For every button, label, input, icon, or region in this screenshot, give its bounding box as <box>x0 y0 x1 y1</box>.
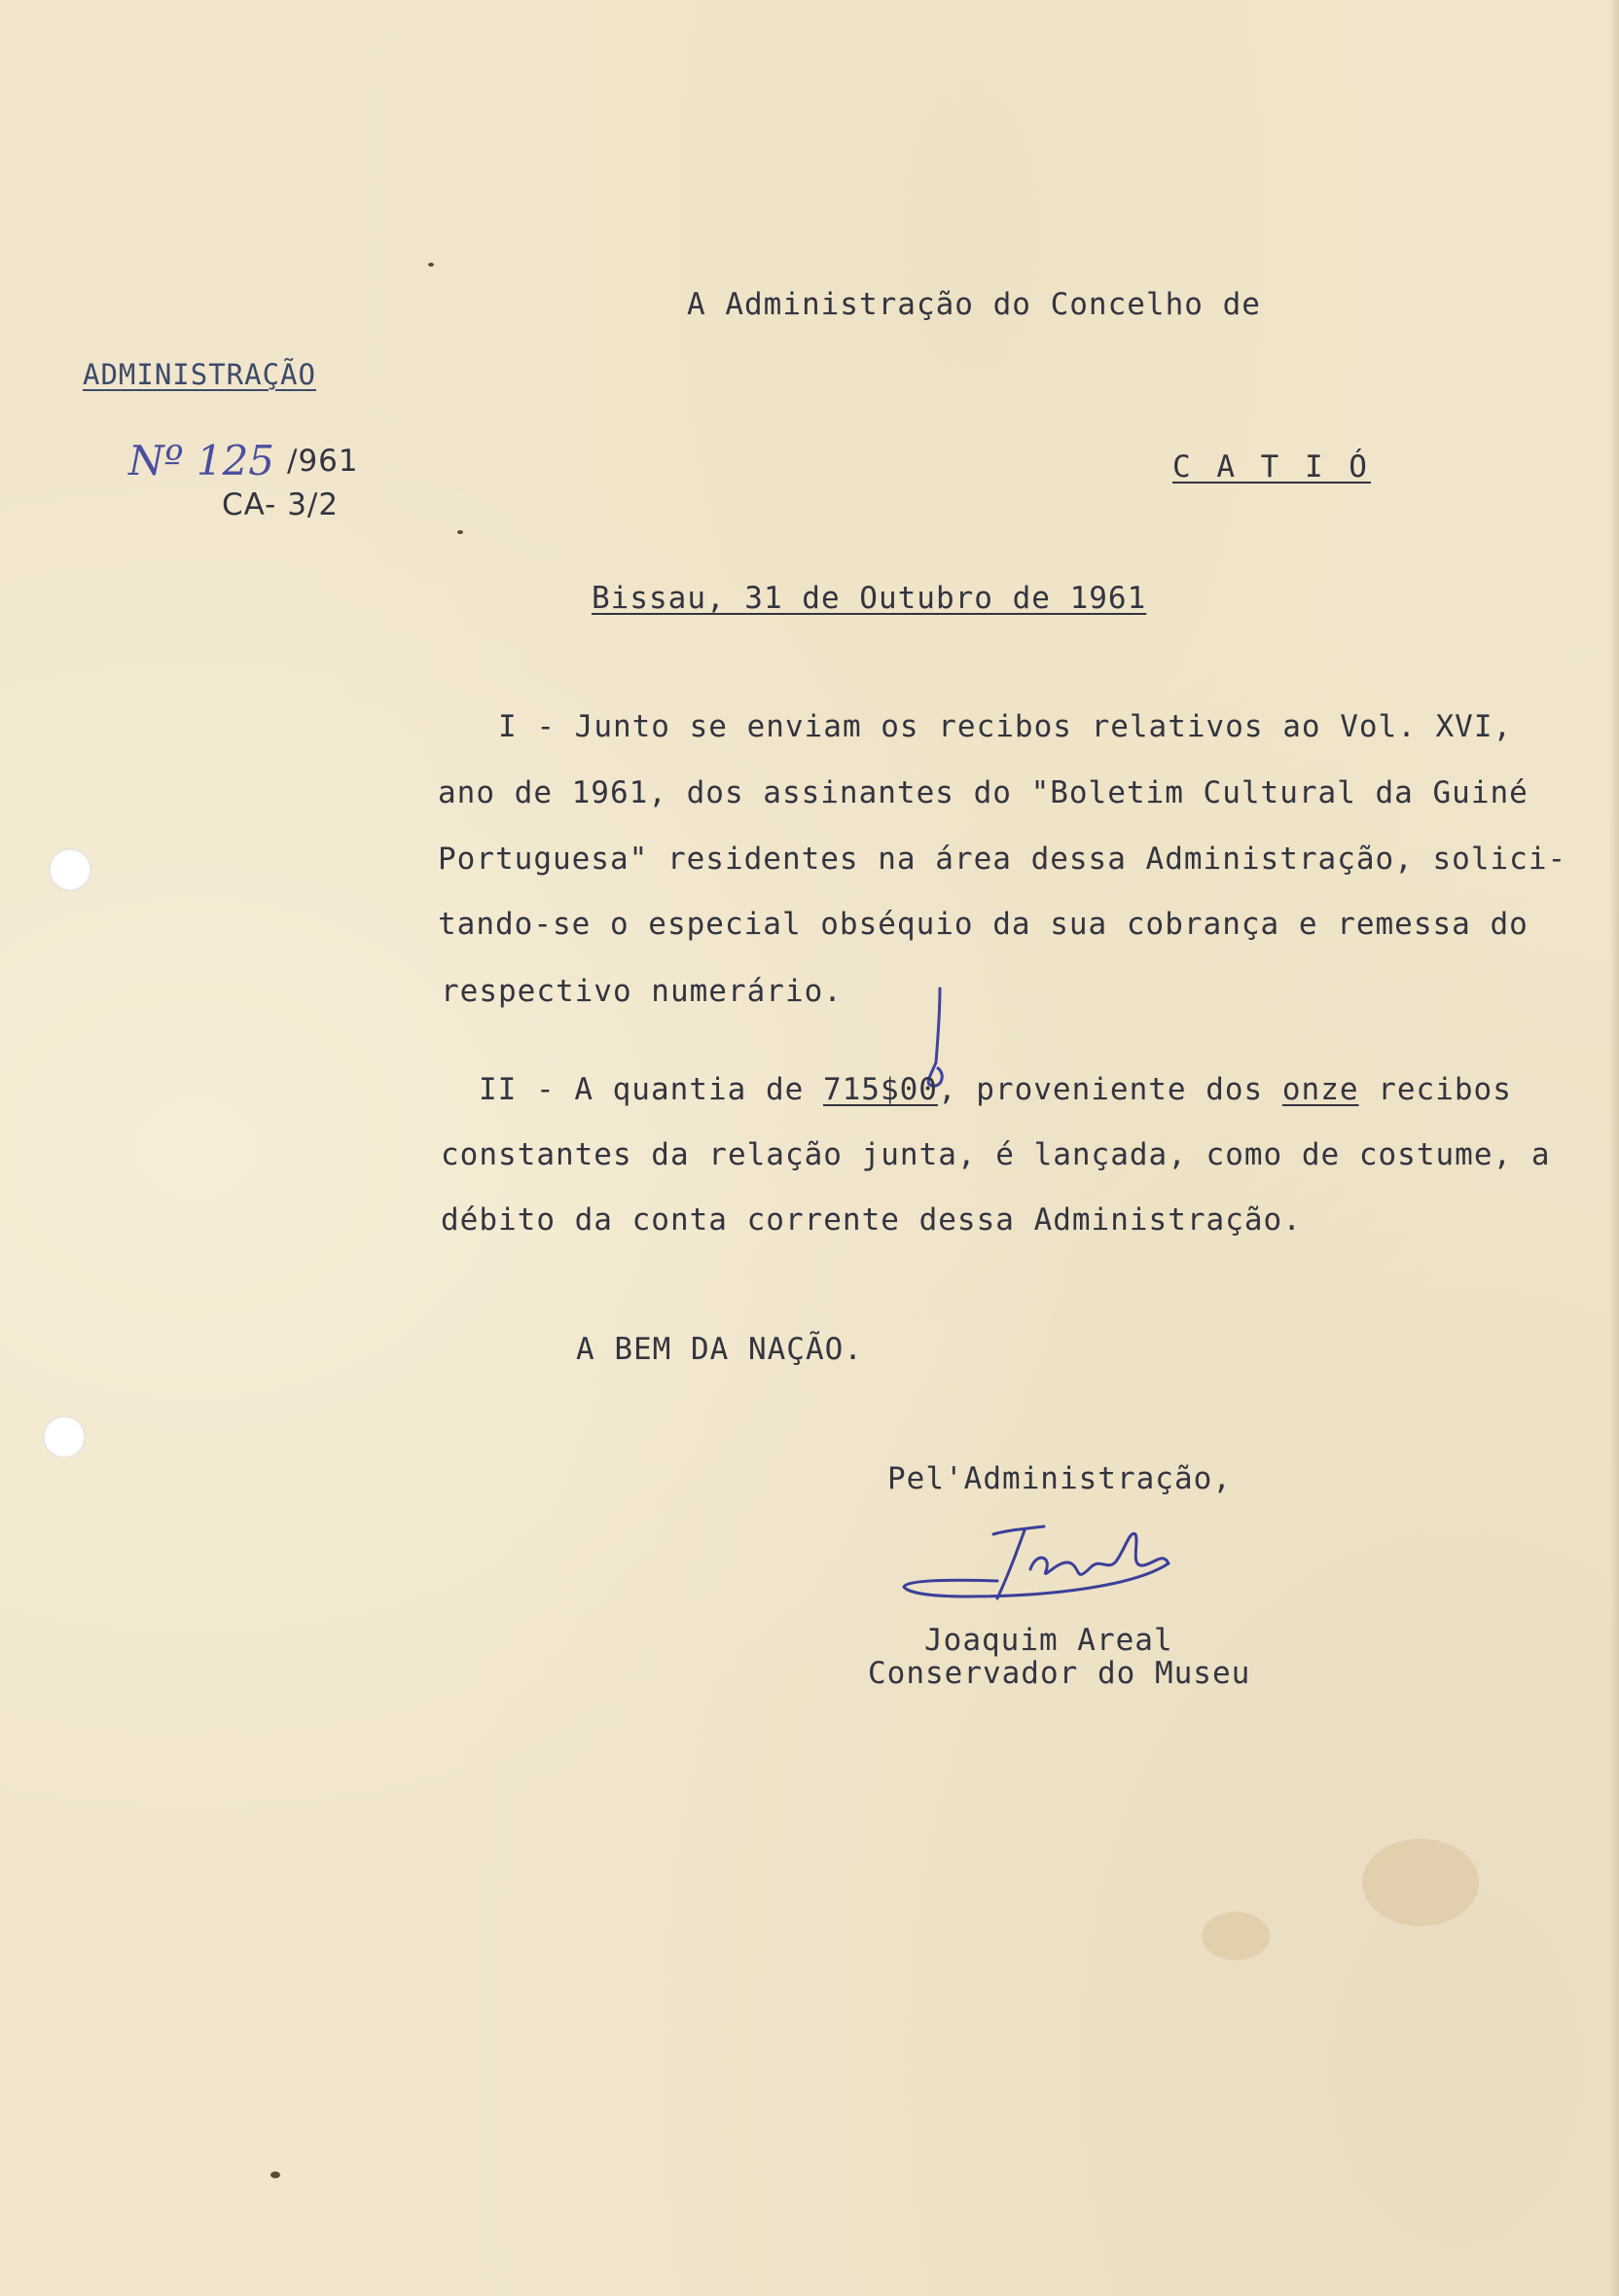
para2-middle: , proveniente dos <box>937 1072 1282 1107</box>
signatory-title: Conservador do Museu <box>868 1656 1251 1691</box>
para2-suffix: recibos <box>1358 1072 1512 1107</box>
speck <box>270 2171 280 2178</box>
punch-hole-bottom <box>43 1416 86 1458</box>
paragraph-1-line: I - Junto se enviam os recibos relativos ao Vol. XVI, <box>498 709 1513 744</box>
para2-prefix: II - A quantia de <box>479 1072 823 1107</box>
paragraph-1-line: respectivo numerário. <box>441 974 843 1009</box>
paper-edge-shadow <box>1609 0 1619 2296</box>
date-line: Bissau, 31 de Outubro de 1961 <box>592 581 1147 616</box>
paragraph-1-line: ano de 1961, dos assinantes do "Boletim Cultural da Guiné <box>438 775 1529 810</box>
amount-value: 715$00 <box>822 1072 938 1107</box>
paragraph-2-line-1 <box>479 1072 1512 1107</box>
signatory-name: Joaquim Areal <box>924 1623 1173 1658</box>
place-name: C A T I Ó <box>1172 449 1371 484</box>
reference-number: Nº 125 <box>128 437 275 484</box>
speck <box>428 263 434 267</box>
paragraph-1-line: tando-se o especial obséquio da sua cobrança e remessa do <box>438 907 1529 942</box>
administration-stamp: ADMINISTRAÇÃO <box>83 358 316 391</box>
paragraph-1-line: Portuguesa" residentes na área dessa Administração, solici- <box>438 842 1567 877</box>
closing-line: A BEM DA NAÇÃO. <box>576 1332 863 1367</box>
reference-year: /961 <box>287 444 359 479</box>
speck <box>457 530 463 534</box>
paragraph-2-line-2: constantes da relação junta, é lançada, como de costume, a <box>441 1137 1551 1172</box>
stain-mark <box>1202 1912 1270 1960</box>
recipient-line: A Administração do Concelho de <box>687 287 1261 322</box>
stain-mark <box>1362 1839 1479 1926</box>
paragraph-2-line-3: débito da conta corrente dessa Administração. <box>441 1202 1302 1238</box>
salutation: Pel'Administração, <box>887 1461 1232 1496</box>
punch-hole-top <box>49 848 91 891</box>
reference-code: CA- 3/2 <box>222 487 340 522</box>
receipt-count: onze <box>1281 1072 1359 1107</box>
